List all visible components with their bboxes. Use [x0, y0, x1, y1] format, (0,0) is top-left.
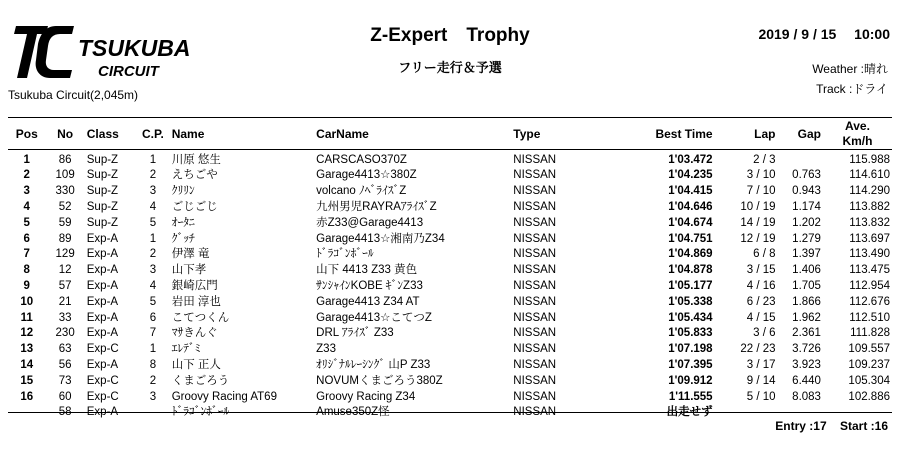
cell-cp: 5 [149, 216, 157, 229]
table-row [8, 184, 892, 200]
cell-gap: 0.943 [792, 185, 821, 198]
table-row [8, 168, 892, 184]
cell-type: NISSAN [513, 154, 557, 166]
cell-carname: 九州男児RAYRAｱﾗｲｽﾞZ [316, 200, 437, 213]
cell-type: NISSAN [513, 232, 557, 245]
weather-info: Weather :晴れ [812, 62, 888, 76]
cell-gap: 1.279 [792, 232, 821, 245]
cell-gap: 1.202 [792, 216, 821, 229]
cell-ave-speed: 112.676 [849, 295, 890, 308]
cell-carname: 山下 4413 Z33 黄色 [316, 264, 418, 277]
cell-ave-speed: 105.304 [848, 374, 890, 387]
cell-cp: 1 [149, 232, 157, 245]
cell-carname: Groovy Racing Z34 [316, 390, 416, 403]
cell-class: Exp-C [86, 390, 119, 403]
results-table-body [8, 150, 892, 421]
cell-type: NISSAN [513, 169, 557, 182]
table-row [8, 247, 892, 263]
cell-gap: 3.923 [792, 358, 821, 371]
cell-pos: 11 [20, 311, 33, 324]
page-title: Z-Expert Trophy [370, 25, 530, 46]
cell-carname: ﾄﾞﾗｺﾞﾝﾎﾞｰﾙ [316, 248, 374, 261]
cell-lap: 2 / 3 [753, 154, 776, 166]
cell-cp: 5 [149, 295, 157, 308]
cell-type: NISSAN [513, 264, 557, 277]
cell-lap: 7 / 10 [746, 185, 776, 198]
cell-lap: 22 / 23 [740, 343, 776, 356]
session-subtitle: フリー走行＆予選 [398, 60, 502, 75]
cell-lap: 3 / 17 [746, 358, 776, 371]
cell-lap: 6 / 8 [753, 248, 776, 261]
cell-type: NISSAN [513, 390, 557, 403]
cell-best-time: 1'05.338 [668, 295, 713, 308]
cell-no: 56 [58, 358, 72, 371]
cell-carname: ｵﾘｼﾞﾅﾙﾚｰｼﾝｸﾞ 山P Z33 [316, 358, 431, 371]
cell-gap: 1.174 [792, 200, 821, 213]
cell-carname: volcano ﾉﾍﾞﾗｲｽﾞZ [316, 185, 407, 198]
cell-class: Sup-Z [86, 216, 119, 229]
cell-cp: 2 [149, 374, 157, 387]
cell-gap: 1.962 [792, 311, 821, 324]
cell-carname: 赤Z33@Garage4413 [316, 216, 424, 229]
cell-no: 63 [58, 343, 72, 356]
cell-name: Groovy Racing AT69 [171, 390, 277, 403]
cell-class: Exp-A [86, 358, 119, 371]
cell-type: NISSAN [513, 185, 557, 198]
logo-line2: CIRCUIT [98, 63, 159, 80]
cell-class: Sup-Z [86, 200, 119, 213]
cell-ave-speed: 114.610 [849, 169, 890, 182]
cell-pos: 10 [20, 295, 34, 308]
cell-name: 岩田 淳也 [171, 295, 221, 308]
cell-carname: Garage4413 Z34 AT [316, 295, 420, 308]
table-row [8, 215, 892, 231]
cell-class: Exp-A [86, 327, 119, 340]
cell-cp: 1 [149, 154, 157, 166]
cell-carname: Garage4413☆こてつZ [316, 311, 432, 324]
cell-best-time: 1'05.833 [668, 327, 713, 340]
cell-ave-speed: 113.832 [849, 216, 890, 229]
cell-type: NISSAN [513, 279, 557, 292]
cell-name: ﾄﾞﾗｺﾞﾝﾎﾞｰﾙ [171, 406, 230, 419]
cell-no: 52 [58, 200, 72, 213]
table-row [8, 342, 892, 358]
logo-line1: TSUKUBA [78, 35, 191, 61]
col-header-lap: Lap [715, 118, 778, 150]
cell-pos: 4 [23, 200, 30, 213]
cell-name: ｴﾚﾃﾞﾐ [171, 343, 201, 356]
cell-name: ﾏｻきんぐ [171, 327, 218, 340]
cell-carname: DRL ｱﾗｲｽﾞ Z33 [316, 327, 394, 340]
cell-name: ごじごじ [171, 200, 218, 213]
cell-type: NISSAN [513, 295, 557, 308]
table-row [8, 326, 892, 342]
cell-pos: 9 [23, 279, 30, 292]
cell-class: Sup-Z [86, 154, 119, 166]
col-header-pos: Pos [8, 118, 45, 150]
cell-class: Exp-A [86, 232, 119, 245]
cell-lap: 10 / 19 [740, 200, 776, 213]
cell-cp: 3 [149, 390, 157, 403]
entry-summary [775, 419, 888, 433]
cell-carname: Amuse350Z怪 [316, 406, 390, 419]
col-header-name: Name [170, 118, 314, 150]
cell-pos: 13 [20, 343, 34, 356]
entry-count: Entry :17 [775, 419, 827, 433]
cell-lap: 5 / 10 [746, 390, 776, 403]
cell-pos: 8 [23, 264, 30, 277]
cell-ave-speed: 113.697 [849, 232, 890, 245]
cell-class: Exp-C [86, 343, 119, 356]
cell-class: Sup-Z [86, 185, 119, 198]
col-header-gap: Gap [778, 118, 823, 150]
cell-name: 銀崎広門 [171, 279, 218, 292]
cell-pos: 2 [23, 169, 30, 182]
cell-type: NISSAN [513, 374, 557, 387]
cell-pos: 1 [23, 154, 30, 166]
col-header-carname: CarName [314, 118, 511, 150]
cell-ave-speed: 111.828 [850, 327, 890, 340]
cell-cp: 6 [149, 311, 157, 324]
cell-ave-speed: 113.490 [849, 248, 890, 261]
results-table-header [8, 118, 892, 150]
cell-carname: NOVUMくまごろう380Z [316, 374, 443, 387]
cell-gap: 1.866 [792, 295, 821, 308]
table-row [8, 358, 892, 374]
results-table [8, 117, 892, 421]
cell-class: Exp-A [86, 295, 119, 308]
cell-lap: 3 / 10 [746, 169, 776, 182]
cell-gap: 1.705 [792, 279, 821, 292]
cell-best-time: 1'07.198 [668, 343, 713, 356]
cell-lap: 6 / 23 [746, 295, 776, 308]
cell-ave-speed: 115.988 [849, 154, 890, 166]
cell-cp: 3 [149, 185, 157, 198]
cell-no: 129 [55, 248, 75, 261]
col-header-no: No [45, 118, 84, 150]
col-header-ave: Ave. [845, 118, 870, 133]
cell-best-time: 1'04.415 [668, 185, 713, 198]
start-count: Start :16 [839, 419, 888, 433]
table-row [8, 373, 892, 389]
cell-type: NISSAN [513, 343, 557, 356]
cell-no: 33 [58, 311, 72, 324]
cell-carname: Garage4413☆380Z [316, 169, 417, 182]
cell-gap [778, 150, 823, 169]
cell-ave-speed: 112.954 [849, 279, 890, 292]
cell-cp: 3 [149, 264, 157, 277]
cell-no: 57 [58, 279, 72, 292]
cell-type: NISSAN [513, 327, 557, 340]
table-row [8, 200, 892, 216]
cell-cp: 1 [149, 343, 157, 356]
cell-cp: 2 [149, 169, 157, 182]
cell-class: Exp-A [86, 311, 119, 324]
cell-best-time: 1'05.177 [668, 279, 713, 292]
cell-gap: 3.726 [792, 343, 821, 356]
cell-lap: 4 / 16 [746, 279, 776, 292]
cell-lap: 14 / 19 [740, 216, 776, 229]
cell-no: 12 [58, 264, 72, 277]
cell-type: NISSAN [513, 216, 557, 229]
circuit-name: Tsukuba Circuit(2,045m) [8, 88, 139, 102]
cell-no: 86 [58, 154, 72, 166]
cell-no: 58 [58, 406, 72, 419]
cell-no: 59 [58, 216, 72, 229]
cell-best-time: 1'07.395 [668, 358, 713, 371]
cell-best-time: 1'03.472 [668, 154, 713, 166]
cell-carname: Z33 [316, 343, 336, 356]
cell-pos: 16 [20, 390, 34, 403]
cell-ave-speed: 113.475 [849, 264, 890, 277]
cell-cp: 8 [149, 358, 157, 371]
cell-type: NISSAN [513, 406, 557, 419]
table-row [8, 150, 892, 169]
cell-class: Exp-A [86, 406, 119, 419]
cell-name: 伊澤 竜 [171, 248, 210, 261]
cell-name: ｸﾞｯﾁ [171, 232, 195, 245]
cell-class: Exp-A [86, 248, 119, 261]
cell-best-time: 出走せず [666, 406, 713, 419]
cell-type: NISSAN [513, 200, 557, 213]
track-condition: Track :ドライ [816, 82, 888, 96]
cell-gap: 1.397 [792, 248, 821, 261]
cell-gap: 1.406 [792, 264, 821, 277]
cell-best-time: 1'09.912 [668, 374, 713, 387]
cell-best-time: 1'04.674 [668, 216, 713, 229]
table-row [8, 263, 892, 279]
cell-best-time: 1'04.878 [668, 264, 713, 277]
cell-gap: 2.361 [792, 327, 821, 340]
table-row [8, 389, 892, 405]
cell-no: 109 [55, 169, 75, 182]
cell-type: NISSAN [513, 358, 557, 371]
cell-name: ｵｰﾀﾆ [171, 216, 195, 229]
cell-ave-speed: 113.882 [849, 200, 890, 213]
cell-no: 73 [58, 374, 72, 387]
cell-lap: 3 / 6 [753, 327, 776, 340]
table-row [8, 231, 892, 247]
cell-name: 山下 正人 [171, 358, 221, 371]
cell-type: NISSAN [513, 311, 557, 324]
cell-type: NISSAN [513, 248, 557, 261]
col-header-cp: C.P. [136, 118, 170, 150]
cell-ave-speed: 109.557 [848, 343, 890, 356]
cell-best-time: 1'05.434 [668, 311, 713, 324]
cell-lap: 4 / 15 [746, 311, 776, 324]
cell-no: 89 [58, 232, 72, 245]
cell-best-time: 1'04.751 [668, 232, 713, 245]
col-header-best-time: Best Time [624, 118, 714, 150]
cell-gap: 0.763 [792, 169, 821, 182]
col-header-class: Class [85, 118, 136, 150]
cell-pos: 6 [23, 232, 30, 245]
cell-gap: 6.440 [792, 374, 821, 387]
cell-cp: 7 [149, 327, 157, 340]
session-datetime: 2019 / 9 / 15 10:00 [758, 26, 890, 42]
cell-pos: 7 [23, 248, 30, 261]
cell-carname: ｻﾝｼｬｲﾝKOBE ｷﾞﾝZ33 [316, 279, 423, 292]
cell-best-time: 1'04.869 [668, 248, 713, 261]
cell-class: Sup-Z [86, 169, 119, 182]
col-header-ave-speed [823, 118, 892, 150]
cell-pos: 12 [20, 327, 34, 340]
cell-ave-speed: 114.290 [849, 185, 890, 198]
cell-cp: 4 [149, 279, 157, 292]
bottom-rule [8, 412, 892, 413]
cell-no: 60 [58, 390, 72, 403]
cell-no: 330 [55, 185, 75, 198]
cell-cp: 4 [149, 200, 157, 213]
cell-class: Exp-A [86, 264, 119, 277]
cell-pos: 15 [20, 374, 34, 387]
cell-lap: 12 / 19 [740, 232, 776, 245]
cell-class: Exp-A [86, 279, 119, 292]
cell-name: こてつくん [171, 311, 230, 324]
cell-carname: CARSCASO370Z [316, 154, 407, 166]
cell-gap: 8.083 [792, 390, 821, 403]
cell-name: くまごろう [171, 374, 230, 387]
header-row [8, 118, 892, 150]
cell-pos: 3 [23, 185, 30, 198]
cell-pos: 5 [23, 216, 30, 229]
table-row [8, 310, 892, 326]
cell-ave-speed: 102.886 [848, 390, 890, 403]
cell-no: 230 [55, 327, 75, 340]
cell-ave-speed: 112.510 [849, 311, 890, 324]
cell-name: 川原 悠生 [171, 154, 221, 166]
cell-lap: 9 / 14 [746, 374, 776, 387]
cell-class: Exp-C [86, 374, 119, 387]
table-row [8, 279, 892, 295]
table-row [8, 294, 892, 310]
cell-carname: Garage4413☆湘南乃Z34 [316, 232, 445, 245]
col-header-type: Type [511, 118, 624, 150]
cell-no: 21 [58, 295, 72, 308]
cell-best-time: 1'04.235 [668, 169, 713, 182]
col-header-kmh: Km/h [842, 133, 873, 148]
cell-pos: 14 [20, 358, 34, 371]
cell-name: ｸﾘﾘﾝ [171, 185, 195, 198]
cell-lap: 3 / 15 [746, 264, 776, 277]
cell-best-time: 1'11.555 [668, 390, 713, 403]
cell-best-time: 1'04.646 [668, 200, 713, 213]
cell-name: 山下孝 [171, 264, 207, 277]
cell-name: えちごや [171, 169, 218, 182]
cell-cp: 2 [149, 248, 157, 261]
cell-ave-speed: 109.237 [848, 358, 890, 371]
